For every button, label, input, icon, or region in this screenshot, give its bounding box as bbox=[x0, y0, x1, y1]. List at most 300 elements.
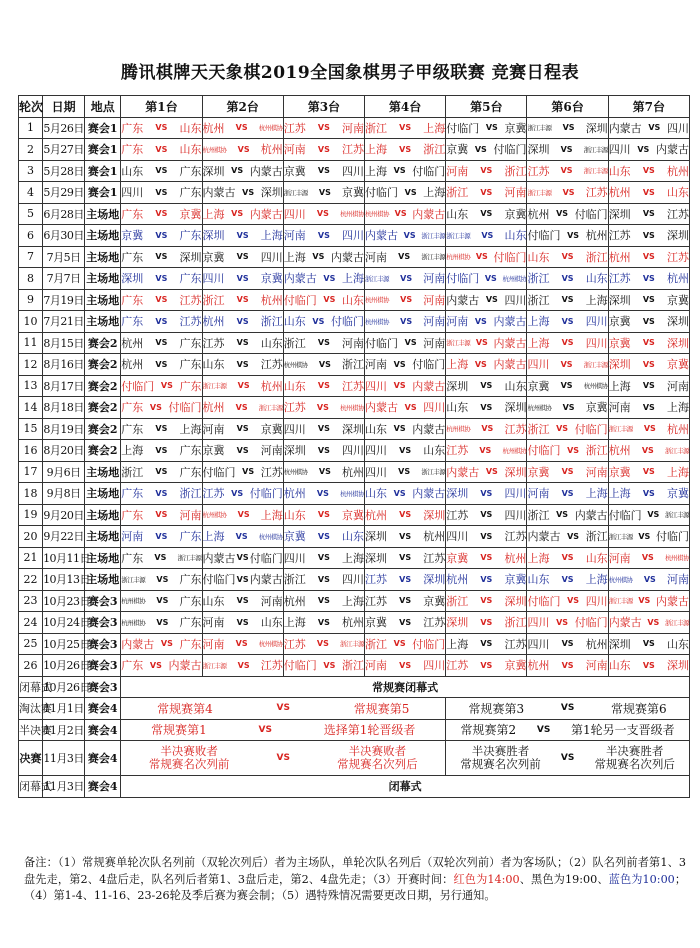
vs-label: VS bbox=[480, 596, 493, 606]
away-team: 广东 bbox=[179, 594, 202, 608]
row-venue: 赛会4 bbox=[85, 698, 121, 720]
home-team: 河南 bbox=[364, 358, 387, 372]
team-a: 半决赛胜者 常规赛名次列前 bbox=[460, 744, 541, 771]
match-cell bbox=[364, 547, 445, 569]
home-team: 深圳 bbox=[608, 358, 631, 372]
away-team: 内蒙古 bbox=[655, 143, 689, 157]
home-team: 山东 bbox=[608, 659, 631, 673]
home-team: 杭州棋协 bbox=[364, 317, 389, 326]
vs-label: VS bbox=[400, 295, 413, 305]
away-team: 浙江 bbox=[585, 444, 608, 458]
match-cell bbox=[283, 182, 364, 204]
vs-label: VS bbox=[561, 273, 574, 283]
away-team: 山东 bbox=[504, 379, 527, 393]
away-team: 深圳 bbox=[423, 573, 446, 587]
away-team: 杭州 bbox=[341, 616, 364, 630]
away-team: 山东 bbox=[585, 272, 608, 286]
vs-label: VS bbox=[642, 187, 655, 197]
header-cell: 第2台 bbox=[202, 96, 283, 118]
vs-label: VS bbox=[642, 316, 655, 326]
vs-label: VS bbox=[317, 510, 330, 520]
round-row bbox=[19, 461, 690, 483]
match-cell bbox=[283, 289, 364, 311]
home-team: 付临门 bbox=[202, 573, 236, 587]
home-team: 山东 bbox=[527, 573, 550, 587]
away-team: 山东 bbox=[179, 143, 202, 157]
team-a: 常规赛第2 bbox=[460, 723, 517, 738]
vs-label: VS bbox=[258, 724, 272, 735]
vs-label: VS bbox=[317, 445, 330, 455]
vs-label: VS bbox=[399, 553, 412, 563]
home-team: 四川 bbox=[608, 143, 631, 157]
home-team: 浙江 bbox=[283, 573, 306, 587]
round-date: 10月24日 bbox=[43, 612, 85, 634]
round-date: 8月19日 bbox=[43, 418, 85, 440]
match-cell bbox=[446, 182, 527, 204]
vs-label: VS bbox=[647, 617, 660, 627]
home-team: 上海 bbox=[364, 164, 387, 178]
away-team: 杭州 bbox=[260, 379, 283, 393]
away-team: 浙江丰源 bbox=[421, 468, 446, 477]
match-cell bbox=[364, 139, 445, 161]
home-team: 山东 bbox=[364, 422, 387, 436]
vs-label: VS bbox=[312, 316, 325, 326]
round-venue: 主场地 bbox=[85, 461, 121, 483]
match-cell bbox=[364, 268, 445, 290]
match-cell bbox=[202, 504, 283, 526]
round-venue: 主场地 bbox=[85, 203, 121, 225]
row-venue: 赛会3 bbox=[85, 676, 121, 698]
round-venue: 赛会2 bbox=[85, 418, 121, 440]
away-team: 四川 bbox=[504, 293, 527, 307]
away-team: 浙江 bbox=[585, 250, 608, 264]
vs-label: VS bbox=[399, 123, 412, 133]
vs-label: VS bbox=[556, 510, 569, 520]
home-team: 上海 bbox=[121, 444, 144, 458]
vs-label: VS bbox=[480, 574, 493, 584]
away-team: 四川 bbox=[585, 594, 608, 608]
home-team: 浙江 bbox=[527, 293, 550, 307]
away-team: 京冀 bbox=[666, 293, 689, 307]
home-team: 深圳 bbox=[446, 616, 469, 630]
vs-label: VS bbox=[480, 166, 493, 176]
match-cell bbox=[202, 483, 283, 505]
away-team: 杭州棋协 bbox=[258, 532, 283, 541]
match-cell bbox=[446, 440, 527, 462]
away-team: 江苏 bbox=[423, 551, 446, 565]
match-cell bbox=[527, 569, 608, 591]
vs-label: VS bbox=[560, 703, 575, 714]
match-cell bbox=[364, 418, 445, 440]
match-cell bbox=[364, 246, 445, 268]
red-time: 红色为14:00 bbox=[453, 872, 520, 886]
vs-label: VS bbox=[404, 338, 417, 348]
round-row bbox=[19, 440, 690, 462]
away-team: 江苏 bbox=[423, 616, 446, 630]
match-cell bbox=[202, 160, 283, 182]
away-team: 河南 bbox=[341, 336, 364, 350]
match-cell bbox=[527, 440, 608, 462]
home-team: 四川 bbox=[283, 207, 306, 221]
match-cell bbox=[446, 375, 527, 397]
team-b: 第1轮另一支晋级者 bbox=[570, 723, 675, 738]
match-cell bbox=[608, 483, 689, 505]
home-team: 山东 bbox=[202, 358, 225, 372]
vs-label: VS bbox=[560, 381, 573, 391]
home-team: 深圳 bbox=[446, 379, 469, 393]
vs-label: VS bbox=[399, 660, 412, 670]
match-cell bbox=[283, 268, 364, 290]
home-team: 浙江丰源 bbox=[527, 188, 552, 197]
match-cell bbox=[446, 655, 527, 677]
round-venue: 赛会1 bbox=[85, 182, 121, 204]
round-row bbox=[19, 612, 690, 634]
vs-label: VS bbox=[567, 531, 580, 541]
match-cell bbox=[527, 547, 608, 569]
away-team: 杭州棋协 bbox=[339, 489, 364, 498]
away-team: 内蒙古 bbox=[412, 379, 446, 393]
home-team: 杭州 bbox=[446, 573, 469, 587]
match-cell bbox=[446, 547, 527, 569]
vs-label: VS bbox=[236, 252, 249, 262]
row-label: 闭幕式 bbox=[19, 776, 43, 798]
away-team: 广东 bbox=[179, 379, 202, 393]
vs-label: VS bbox=[242, 467, 255, 477]
vs-label: VS bbox=[235, 531, 248, 541]
vs-label: VS bbox=[403, 230, 416, 240]
vs-label: VS bbox=[484, 273, 497, 283]
away-team: 内蒙古 bbox=[249, 573, 283, 587]
away-team: 内蒙古 bbox=[574, 508, 608, 522]
round-date: 5月27日 bbox=[43, 139, 85, 161]
vs-label: VS bbox=[318, 187, 331, 197]
home-team: 上海 bbox=[527, 336, 550, 350]
match-cell bbox=[283, 225, 364, 247]
home-team: 京冀 bbox=[446, 143, 469, 157]
round-row bbox=[19, 397, 690, 419]
vs-label: VS bbox=[561, 639, 574, 649]
home-team: 上海 bbox=[364, 143, 387, 157]
home-team: 广东 bbox=[121, 250, 144, 264]
round-row bbox=[19, 182, 690, 204]
vs-label: VS bbox=[642, 402, 655, 412]
match-cell bbox=[446, 117, 527, 139]
away-team: 河南 bbox=[585, 659, 608, 673]
away-team: 上海 bbox=[423, 186, 446, 200]
home-team: 付临门 bbox=[283, 293, 317, 307]
round-number: 8 bbox=[19, 268, 43, 290]
vs-label: VS bbox=[276, 753, 290, 763]
home-team: 江苏 bbox=[202, 487, 225, 501]
match-cell bbox=[202, 590, 283, 612]
row-label: 淘汰赛 bbox=[19, 698, 43, 720]
round-venue: 主场地 bbox=[85, 225, 121, 247]
round-row bbox=[19, 633, 690, 655]
match-cell bbox=[446, 354, 527, 376]
vs-label: VS bbox=[561, 574, 574, 584]
away-team: 深圳 bbox=[423, 508, 446, 522]
away-team: 深圳 bbox=[504, 594, 527, 608]
round-row bbox=[19, 225, 690, 247]
vs-label: VS bbox=[323, 660, 336, 670]
away-team: 四川 bbox=[423, 401, 446, 415]
vs-label: VS bbox=[561, 338, 574, 348]
vs-label: VS bbox=[567, 596, 580, 606]
home-team: 广东 bbox=[121, 207, 144, 221]
match-cell bbox=[608, 375, 689, 397]
header-cell: 第6台 bbox=[527, 96, 608, 118]
match-cell bbox=[202, 182, 283, 204]
home-team: 杭州棋协 bbox=[202, 511, 227, 520]
home-team: 浙江丰源 bbox=[527, 124, 552, 133]
away-team: 江苏 bbox=[504, 422, 527, 436]
match-cell bbox=[446, 483, 527, 505]
vs-label: VS bbox=[567, 445, 580, 455]
home-team: 付临门 bbox=[527, 444, 561, 458]
home-team: 山东 bbox=[202, 594, 225, 608]
away-team: 内蒙古 bbox=[249, 164, 283, 178]
closing-text: 闭幕式 bbox=[121, 776, 690, 798]
home-team: 内蒙古 bbox=[202, 186, 236, 200]
vs-label: VS bbox=[317, 381, 330, 391]
vs-label: VS bbox=[156, 596, 169, 606]
away-team: 上海 bbox=[260, 229, 283, 243]
away-team: 付临门 bbox=[330, 315, 364, 329]
team-b: 半决赛胜者 常规赛名次列后 bbox=[594, 744, 675, 771]
home-team: 浙江丰源 bbox=[202, 382, 227, 391]
match-cell bbox=[364, 203, 445, 225]
round-number: 16 bbox=[19, 440, 43, 462]
round-date: 9月6日 bbox=[43, 461, 85, 483]
match-cell bbox=[364, 354, 445, 376]
match-cell bbox=[446, 397, 527, 419]
home-team: 深圳 bbox=[121, 272, 144, 286]
match-cell bbox=[202, 311, 283, 333]
home-team: 山东 bbox=[121, 164, 144, 178]
home-team: 深圳 bbox=[446, 487, 469, 501]
home-team: 浙江 bbox=[446, 594, 469, 608]
match-cell bbox=[527, 289, 608, 311]
home-team: 河南 bbox=[364, 250, 387, 264]
match-cell bbox=[121, 203, 202, 225]
away-team: 山东 bbox=[585, 551, 608, 565]
match-cell bbox=[608, 203, 689, 225]
round-number: 11 bbox=[19, 332, 43, 354]
away-team: 广东 bbox=[179, 336, 202, 350]
match-cell bbox=[527, 397, 608, 419]
home-team: 广东 bbox=[121, 121, 144, 135]
playoff-row bbox=[19, 698, 690, 720]
home-team: 河南 bbox=[527, 487, 550, 501]
home-team: 河南 bbox=[121, 530, 144, 544]
home-team: 上海 bbox=[608, 487, 631, 501]
round-number: 12 bbox=[19, 354, 43, 376]
match-cell bbox=[527, 182, 608, 204]
home-team: 四川 bbox=[364, 465, 387, 479]
away-team: 京冀 bbox=[666, 358, 689, 372]
match-cell bbox=[202, 633, 283, 655]
away-team: 上海 bbox=[341, 594, 364, 608]
vs-label: VS bbox=[155, 273, 168, 283]
row-date: 10月26日 bbox=[43, 676, 85, 698]
home-team: 杭州棋协 bbox=[283, 360, 308, 369]
vs-label: VS bbox=[556, 617, 569, 627]
home-team: 京冀 bbox=[283, 164, 306, 178]
away-team: 杭州 bbox=[585, 637, 608, 651]
match-cell bbox=[527, 354, 608, 376]
away-team: 四川 bbox=[504, 508, 527, 522]
match-cell bbox=[121, 655, 202, 677]
away-team: 深圳 bbox=[504, 401, 527, 415]
home-team: 杭州棋协 bbox=[446, 253, 471, 262]
away-team: 河南 bbox=[666, 379, 689, 393]
team-a: 常规赛第1 bbox=[151, 723, 207, 738]
vs-label: VS bbox=[236, 574, 249, 584]
blue-time: 蓝色为10:00 bbox=[608, 872, 675, 886]
home-team: 京冀 bbox=[121, 229, 144, 243]
row-label: 半决赛 bbox=[19, 719, 43, 741]
match-cell bbox=[608, 246, 689, 268]
round-number: 15 bbox=[19, 418, 43, 440]
away-team: 内蒙古 bbox=[330, 250, 364, 264]
match-cell bbox=[283, 655, 364, 677]
match-cell bbox=[608, 547, 689, 569]
closing-row bbox=[19, 776, 690, 798]
home-team: 京冀 bbox=[527, 379, 550, 393]
home-team: 付临门 bbox=[446, 121, 480, 135]
match-cell bbox=[608, 289, 689, 311]
vs-label: VS bbox=[155, 510, 168, 520]
vs-label: VS bbox=[642, 252, 655, 262]
away-team: 上海 bbox=[585, 573, 608, 587]
home-team: 付临门 bbox=[202, 465, 236, 479]
vs-label: VS bbox=[236, 338, 249, 348]
round-number: 19 bbox=[19, 504, 43, 526]
round-date: 10月23日 bbox=[43, 590, 85, 612]
round-date: 10月26日 bbox=[43, 655, 85, 677]
away-team: 深圳 bbox=[585, 121, 608, 135]
row-venue: 赛会4 bbox=[85, 719, 121, 741]
away-team: 广东 bbox=[179, 229, 202, 243]
match-cell bbox=[608, 633, 689, 655]
vs-label: VS bbox=[312, 252, 325, 262]
home-team: 京冀 bbox=[608, 465, 631, 479]
away-team: 山东 bbox=[260, 336, 283, 350]
page-title: 腾讯棋牌天天象棋2019全国象棋男子甲级联赛 竞赛日程表 bbox=[120, 63, 580, 83]
home-team: 浙江丰源 bbox=[202, 661, 227, 670]
footnote: 备注：（1）常规赛单轮次队名列前（双轮次列后）者为主场队，单轮次队名列后（双轮次列前）者为客场队；（2）队名列前者第1、3盘先走，第2、4盘后走，队名列后者第1、3盘后走，第2、4盘先走；（3）开赛时间：红色为14:00、黑色为19:00、蓝色为10:00；（4）第1-4、11-16、23-26轮及季后赛为赛会制；（5）遇特殊情况需要更改日期，另行通知。 bbox=[24, 856, 687, 902]
round-venue: 赛会2 bbox=[85, 440, 121, 462]
home-team: 上海 bbox=[202, 207, 225, 221]
vs-label: VS bbox=[561, 252, 574, 262]
match-cell bbox=[364, 461, 445, 483]
round-number: 7 bbox=[19, 246, 43, 268]
match-cell bbox=[364, 526, 445, 548]
round-date: 8月18日 bbox=[43, 397, 85, 419]
vs-label: VS bbox=[235, 123, 248, 133]
home-team: 付临门 bbox=[364, 186, 398, 200]
vs-label: VS bbox=[474, 359, 487, 369]
away-team: 杭州棋协 bbox=[664, 554, 689, 563]
final-left bbox=[121, 741, 446, 776]
away-team: 京冀 bbox=[504, 659, 527, 673]
home-team: 浙江丰源 bbox=[608, 597, 633, 606]
match-cell bbox=[446, 418, 527, 440]
home-team: 四川 bbox=[527, 637, 550, 651]
vs-label: VS bbox=[474, 144, 487, 154]
row-venue: 赛会4 bbox=[85, 776, 121, 798]
away-team: 上海 bbox=[666, 401, 689, 415]
home-team: 浙江 bbox=[527, 272, 550, 286]
away-team: 杭州棋协 bbox=[502, 446, 527, 455]
home-team: 广东 bbox=[121, 315, 144, 329]
round-venue: 主场地 bbox=[85, 246, 121, 268]
match-cell bbox=[527, 633, 608, 655]
home-team: 杭州 bbox=[121, 336, 144, 350]
match-cell bbox=[608, 117, 689, 139]
round-number: 22 bbox=[19, 569, 43, 591]
away-team: 内蒙古 bbox=[412, 487, 446, 501]
vs-label: VS bbox=[642, 381, 655, 391]
header-cell: 地点 bbox=[85, 96, 121, 118]
vs-label: VS bbox=[642, 209, 655, 219]
match-cell bbox=[121, 160, 202, 182]
home-team: 浙江 bbox=[283, 336, 306, 350]
match-cell bbox=[364, 483, 445, 505]
home-team: 杭州棋协 bbox=[364, 210, 389, 219]
away-team: 河南 bbox=[260, 444, 283, 458]
match-cell bbox=[121, 547, 202, 569]
match-cell bbox=[202, 461, 283, 483]
round-number: 25 bbox=[19, 633, 43, 655]
home-team: 江苏 bbox=[364, 594, 387, 608]
match-cell bbox=[608, 311, 689, 333]
home-team: 山东 bbox=[446, 207, 469, 221]
away-team: 浙江丰源 bbox=[339, 640, 364, 649]
match-cell bbox=[121, 590, 202, 612]
match-cell bbox=[527, 160, 608, 182]
match-cell bbox=[283, 418, 364, 440]
round-venue: 赛会1 bbox=[85, 117, 121, 139]
round-date: 7月21日 bbox=[43, 311, 85, 333]
away-team: 深圳 bbox=[666, 659, 689, 673]
match-cell bbox=[608, 440, 689, 462]
away-team: 浙江丰源 bbox=[258, 403, 283, 412]
away-team: 杭州 bbox=[666, 164, 689, 178]
match-cell bbox=[527, 332, 608, 354]
vs-label: VS bbox=[236, 553, 249, 563]
home-team: 浙江 bbox=[527, 422, 550, 436]
away-team: 浙江丰源 bbox=[583, 360, 608, 369]
header-row bbox=[19, 96, 690, 118]
home-team: 江苏 bbox=[446, 659, 469, 673]
home-team: 河南 bbox=[446, 315, 469, 329]
vs-label: VS bbox=[160, 381, 173, 391]
row-label: 决赛 bbox=[19, 741, 43, 776]
home-team: 四川 bbox=[283, 422, 306, 436]
round-row bbox=[19, 547, 690, 569]
match-cell bbox=[527, 203, 608, 225]
match-cell bbox=[121, 311, 202, 333]
home-team: 杭州棋协 bbox=[121, 618, 146, 627]
away-team: 浙江丰源 bbox=[664, 511, 689, 520]
vs-label: VS bbox=[480, 510, 493, 520]
match-cell bbox=[283, 354, 364, 376]
home-team: 山东 bbox=[446, 401, 469, 415]
vs-label: VS bbox=[393, 381, 406, 391]
vs-label: VS bbox=[399, 596, 412, 606]
vs-label: VS bbox=[149, 660, 162, 670]
